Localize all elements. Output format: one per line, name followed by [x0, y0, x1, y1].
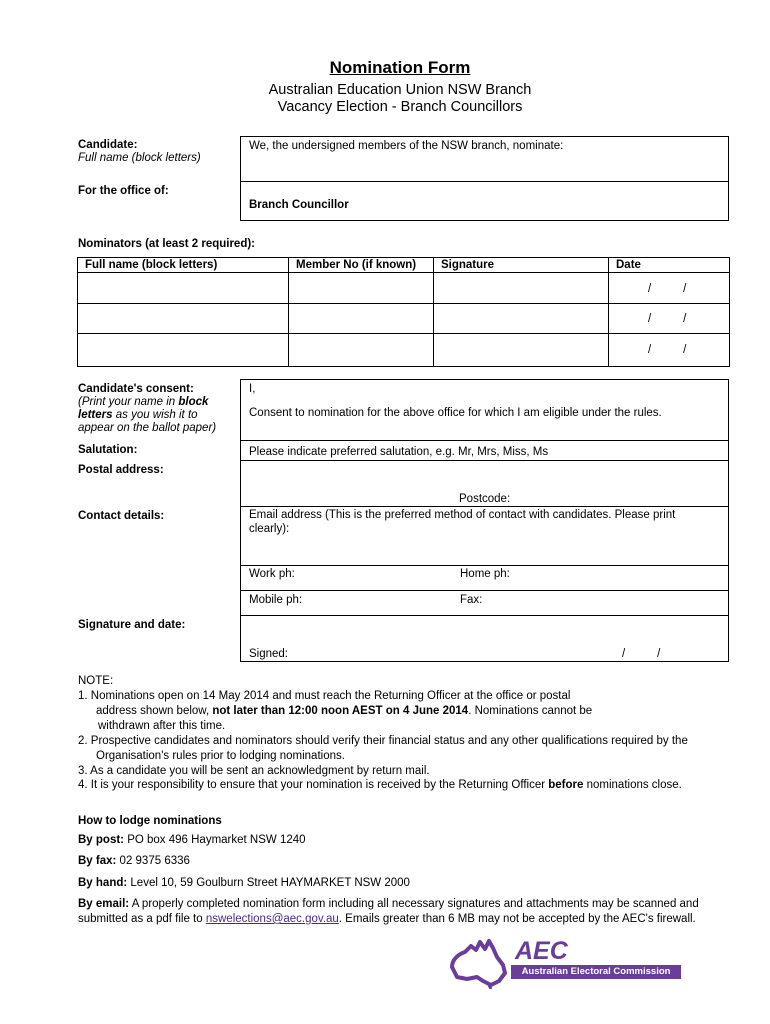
- divider: [608, 257, 609, 366]
- note-heading: NOTE:: [78, 675, 114, 687]
- nominators-table: [77, 257, 730, 367]
- date-field[interactable]: / /: [648, 344, 687, 356]
- fax-field[interactable]: Fax:: [460, 594, 483, 606]
- divider: [288, 257, 289, 366]
- note-item: 1. Nominations open on 14 May 2014 and must reach the Returning Officer at the office or postal: [78, 690, 571, 702]
- signed-field[interactable]: Signed:: [249, 648, 289, 660]
- col-header-signature: Signature: [441, 259, 495, 271]
- date-field[interactable]: / /: [648, 313, 687, 325]
- divider: [240, 181, 728, 182]
- note-item: 2. Prospective candidates and nominators should verify their financial status and any other qualifications required by the: [78, 735, 688, 747]
- org-name: Australian Education Union NSW Branch: [268, 82, 532, 98]
- col-header-name: Full name (block letters): [85, 259, 218, 271]
- col-header-member: Member No (if known): [296, 259, 417, 271]
- page-title: Nomination Form: [329, 58, 471, 77]
- consent-label: Candidate's consent:: [78, 383, 194, 395]
- divider: [240, 615, 728, 616]
- email-link[interactable]: nswelections@aec.gov.au: [205, 913, 339, 925]
- salutation-field[interactable]: Please indicate preferred salutation, e.g. Mr, Mrs, Miss, Ms: [249, 446, 549, 458]
- note-item: Organisation's rules prior to lodging nominations.: [96, 750, 345, 762]
- election-name: Vacancy Election - Branch Councillors: [277, 99, 523, 115]
- divider: [240, 590, 728, 591]
- salutation-label: Salutation:: [78, 444, 138, 456]
- lodge-hand: By hand: Level 10, 59 Goulburn Street HAYMARKET NSW 2000: [78, 877, 410, 889]
- divider: [77, 303, 729, 304]
- consent-hint: (Print your name in block: [78, 396, 209, 408]
- lodge-heading: How to lodge nominations: [78, 815, 222, 827]
- signature-label: Signature and date:: [78, 619, 186, 631]
- divider: [240, 506, 728, 507]
- email-field-cont: clearly):: [249, 523, 290, 535]
- office-value: Branch Councillor: [249, 199, 349, 211]
- aec-name: Australian Electoral Commission: [511, 965, 681, 979]
- nominate-text: We, the undersigned members of the NSW branch, nominate:: [249, 140, 564, 152]
- divider: [240, 565, 728, 566]
- home-phone-field[interactable]: Home ph:: [460, 568, 510, 580]
- aec-logo: [447, 937, 687, 989]
- divider: [77, 272, 729, 273]
- lodge-email-cont: submitted as a pdf file to nswelections@aec.gov.au. Emails greater than 6 MB may not be accepted by the AEC's firewall.: [78, 913, 696, 925]
- note-item: address shown below, not later than 12:00 noon AEST on 4 June 2014. Nominations cannot be: [96, 705, 593, 717]
- office-label: For the office of:: [78, 185, 169, 197]
- lodge-post: By post: PO box 496 Haymarket NSW 1240: [78, 834, 306, 846]
- consent-hint: letters as you wish it to: [78, 409, 198, 421]
- postcode-field[interactable]: Postcode:: [459, 493, 511, 505]
- candidate-label: Candidate:: [78, 139, 138, 151]
- nominators-label: Nominators (at least 2 required):: [78, 238, 256, 250]
- divider: [433, 257, 434, 366]
- lodge-email: By email: A properly completed nomination form including all necessary signatures and attachments may be scanned and: [78, 898, 699, 910]
- lodge-fax: By fax: 02 9375 6336: [78, 855, 190, 867]
- divider: [240, 460, 728, 461]
- mobile-phone-field[interactable]: Mobile ph:: [249, 594, 303, 606]
- consent-text: Consent to nomination for the above office for which I am eligible under the rules.: [249, 407, 662, 419]
- contact-label: Contact details:: [78, 510, 165, 522]
- aec-abbr: AEC: [515, 937, 568, 965]
- divider: [240, 440, 728, 441]
- consent-hint: appear on the ballot paper): [78, 422, 217, 434]
- col-header-date: Date: [616, 259, 641, 271]
- work-phone-field[interactable]: Work ph:: [249, 568, 295, 580]
- note-item: 3. As a candidate you will be sent an acknowledgment by return mail.: [78, 765, 430, 777]
- note-item: withdrawn after this time.: [98, 720, 226, 732]
- divider: [77, 333, 729, 334]
- email-field[interactable]: Email address (This is the preferred method of contact with candidates. Please print: [249, 509, 676, 521]
- date-field[interactable]: / /: [648, 283, 687, 295]
- consent-i[interactable]: I,: [249, 383, 256, 395]
- candidate-hint: Full name (block letters): [78, 152, 201, 164]
- note-item: 4. It is your responsibility to ensure that your nomination is received by the Returning Officer before nominations close.: [78, 779, 682, 791]
- australia-map-icon: [447, 937, 517, 989]
- signed-date-field[interactable]: / /: [622, 648, 661, 660]
- postal-label: Postal address:: [78, 464, 164, 476]
